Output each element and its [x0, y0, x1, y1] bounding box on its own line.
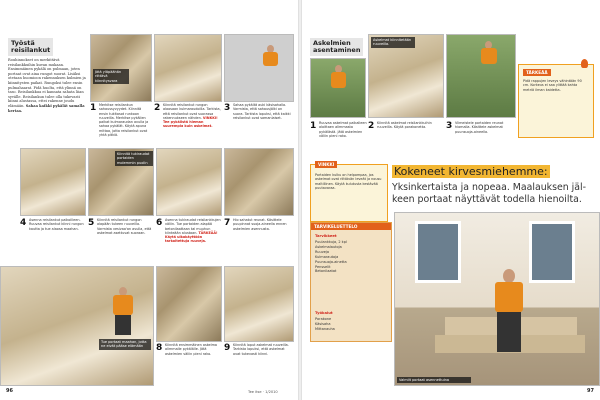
bottom-overlay: Tue portaat maahan, jotta ne eivät pääse elämään: [99, 339, 151, 350]
right-step-overlay: Askelmat kiinnitetään ruuveilla.: [371, 37, 415, 48]
step-3-number: 3: [224, 103, 231, 113]
step-2-text: [163, 103, 221, 145]
step-3-caption: Sahaa pykälät auki käsisahalla. Varmista, että sahausjälki on suora. Tarkista lopuksi, että kaikki reisilankut ovat samanlaiset.: [233, 103, 291, 120]
step-4-caption: Asenna reisilankut paikoilleen. Ruuvaa reisilankut kiinni rungon kautta ja tue alaosa maahan.: [29, 218, 84, 231]
tool-item: Mittanauha: [315, 326, 335, 331]
headline-line1: Kokeneet kirvesmiehemme:: [394, 165, 548, 178]
supplies-box: [310, 222, 392, 342]
left-page: [0, 0, 298, 400]
step-5-text: [97, 218, 153, 258]
step-4-number: 4: [20, 218, 27, 228]
right-step-1-number: 1: [310, 121, 317, 131]
step-2-number: 2: [154, 103, 161, 113]
step-6-number: 6: [156, 218, 163, 228]
important-title: TÄRKEÄÄ: [523, 69, 551, 76]
left-footer: Tee itse · 1/2010: [248, 390, 278, 394]
right-step-1-caption: Ruuvaa askelmat paikalleen aloittaen alimmasta pykälästä. Jätä askelmien väliin pieni rako.: [319, 121, 367, 138]
step-1-overlay: Jätä yläpäähän riittävä kiinnitysvara: [93, 69, 129, 84]
right-step-1-text: [319, 121, 369, 161]
step-6-photo: [156, 148, 222, 216]
important-text: Pidä rappujen leveys vähintään 90 cm. Korkeus ei saa ylittää kahta metriä ilman kaidetta.: [523, 79, 582, 92]
right-page: [302, 0, 600, 400]
vinkki-title: VINKKI: [315, 161, 337, 168]
supply-item: Ruuveja: [315, 249, 330, 254]
vinkki-text: Portaiden kulku on helpompaa, jos askelmat ovat riittävän leveät ja nousu maltillinen. Käytä kulutusta kestävää puutavaraa.: [315, 173, 382, 190]
step-7-number: 7: [224, 218, 231, 228]
right-sidebar-title-line1: Askelmien: [313, 39, 351, 47]
headline-line2: Yksinkertaista ja nopeaa. Maalauksen jäl-: [392, 182, 586, 193]
step-2-caption: Kiinnitä reisilankut rungon alaosaan kulmaraudoilla. Tarkista, että reisilankut ovat suorassa rakennukseen nähden.: [163, 103, 221, 120]
step-8-number: 8: [156, 343, 163, 353]
step-7-text: [233, 218, 293, 258]
step-5-number: 5: [88, 218, 95, 228]
step-9-caption: Kiinnitä loput askelmat ruuveilla. Tarkista lopuksi, että askelmat ovat tukevasti kiinni.: [233, 343, 289, 356]
step-5-overlay: Kiinnitä tukiraudat portaiden molemmin puolin: [115, 151, 154, 166]
step-1-number: 1: [90, 103, 97, 113]
step-1-caption: Merkitse reisilankun sahaussyvyydet. Kiinnitä ensin tukitasot runkoon ruuveilla. Merkitse pykälien paikat kulmaraudan avulla ja sahaa pykälät. Käytä apuna mittaa, jotta reisilankut ovat yhtä pitkiä.: [99, 103, 149, 138]
left-sidebar-bold: Sahaa kaikki pykälät samalla kertaa.: [8, 103, 85, 113]
vinkki-box: [310, 164, 388, 222]
tool-item: Käsisaha: [315, 321, 331, 326]
lightbulb-icon: [581, 59, 588, 68]
supply-item: Askelmalautoja: [315, 244, 342, 249]
right-sidebar-title: [310, 38, 363, 56]
supply-item: Puulankkuja, 2 kpl: [315, 240, 347, 244]
supply-item: Betonilaatat: [315, 269, 337, 274]
supply-item: Pensselit: [315, 264, 331, 269]
right-page-number: 97: [587, 388, 594, 394]
step-8-photo: [156, 266, 222, 342]
supply-item: Kulmarautoja: [315, 254, 339, 259]
tool-item: Porakone: [315, 317, 332, 321]
step-2-note: VINKKI! Tee pykälistä hieman suurempia kuin askelmat.: [163, 115, 218, 129]
left-page-number: 96: [6, 388, 13, 394]
stairs-wide-photo: [0, 266, 154, 386]
left-sidebar-title: [8, 38, 53, 56]
right-step-3-text: [455, 121, 515, 161]
right-step-2-caption: Kiinnitä askelmat reisilankkuihin ruuveilla. Käytä porakonetta.: [377, 121, 432, 130]
step-5-caption: Kiinnitä reisilankut rungon alapään tukeen ruuveilla. Varmista vesivaa'an avulla, että askelmat asettuvat suoraan.: [97, 218, 152, 235]
right-sidebar-title-line2: asentaminen: [313, 46, 361, 54]
step-3-text: [233, 103, 293, 139]
supplies-subtitle: Tarvikkeet: [315, 234, 337, 238]
right-step-3-number: 3: [446, 121, 453, 131]
step-6-caption: Asenna tukiraudat reisilankkujen väliin. Tue portaiden alapää betonilaattaan tai muuhun kiinteään alustaan.: [165, 218, 221, 235]
supplies-list: [315, 240, 389, 274]
step-8-text: [165, 343, 221, 383]
photo-caption: Valmiit portaat asennettuina: [397, 377, 471, 383]
right-step-2-text: [377, 121, 443, 161]
step-7-caption: Hio sahatut reunat. Käsittele puupinnat suoja-aineella ennen askelmien asennusta.: [233, 218, 287, 231]
step-2-photo: [154, 34, 222, 102]
right-step-2-number: 2: [368, 121, 375, 131]
left-sidebar-title-line2: reisilankut: [11, 46, 51, 54]
step-9-photo: [224, 266, 294, 342]
right-step-1-photo: [310, 58, 366, 118]
step-5-photo: [88, 148, 154, 216]
important-box: [518, 64, 594, 138]
finished-stairs-photo: [394, 212, 600, 386]
right-step-3-photo: [446, 34, 516, 118]
step-3-photo: [224, 34, 294, 102]
right-step-3-caption: Viimeistele portaiden reunat hiomalla. Käsittele askelmat puunsuoja-aineella.: [455, 121, 504, 134]
supply-item: Puunsuoja-ainetta: [315, 259, 347, 264]
step-4-photo: [20, 148, 86, 216]
tools-list: [315, 317, 389, 332]
right-step-2-photo: [368, 34, 444, 118]
left-sidebar-intro-text: Rouhinnokset on merkittävä reisilankkuihin kuvan mukaan. Ensimmäinen pykälä on pulmaan, joten portaat ovat aina rungot suorat. Lisäksi otetaan huomioon rakennuksen kulmien ja kiinnitysten paikat. Rungoksi tulee ensin pulmahaarat. Pidä huolta, että ylinnä on taso. Reisilankkua ei kannata sahata liian syvälle. Reisilankun tulee olla tukevasti kiinni alustassa, ettei rakenne joudu elämään.: [8, 58, 86, 108]
step-6-note: TÄRKEÄÄ! Käytä ulkokäyttöön tarkoitettuja ruuveja.: [165, 230, 218, 244]
supplies-title: TARVIKELUETTELO: [311, 223, 391, 230]
left-sidebar-title-line1: Työstä: [11, 39, 35, 47]
step-8-caption: Kiinnitä ensimmäinen askelma alimmalle pykälälle. Jätä askelmien väliin pieni rako.: [165, 343, 217, 356]
tools-subtitle: Työkalut: [315, 311, 333, 315]
headline: [392, 160, 598, 206]
step-9-text: [233, 343, 293, 383]
step-4-text: [29, 218, 84, 258]
window-left: [415, 221, 461, 283]
step-7-photo: [224, 148, 294, 216]
step-1-text: [99, 103, 151, 139]
window-right: [529, 221, 575, 283]
headline-line3: keen portaat näyttävät todella hienoilta.: [392, 194, 582, 205]
step-1-photo: [90, 34, 152, 102]
step-9-number: 9: [224, 343, 231, 353]
left-sidebar-intro: [8, 58, 86, 148]
step-6-text: [165, 218, 221, 264]
